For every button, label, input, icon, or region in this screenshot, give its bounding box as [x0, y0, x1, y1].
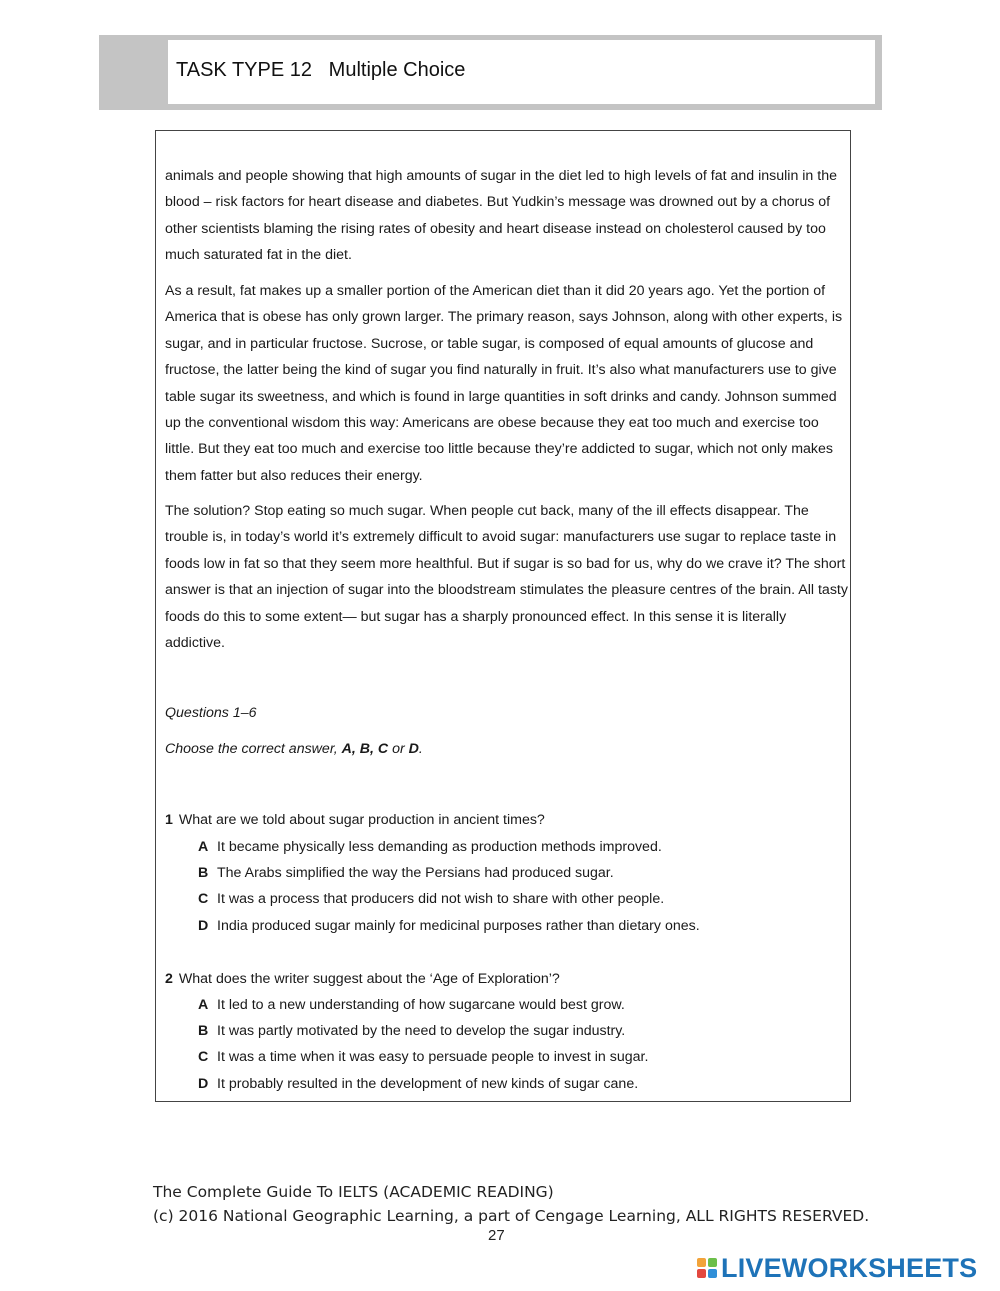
option-text: It was a process that producers did not wish to share with other people. [217, 891, 665, 907]
option-text: India produced sugar mainly for medicinal purposes rather than dietary ones. [217, 918, 700, 934]
mark-square [697, 1269, 706, 1278]
option-letter: B [198, 865, 209, 881]
option-letter: A [198, 839, 209, 855]
liveworksheets-mark-icon [697, 1258, 717, 1278]
passage-paragraph-3: The solution? Stop eating so much sugar. When people cut back, many of the ill effects disappear. The trouble is, in today’s world it’s extremely difficult to avoid sugar: manufacturers use sugar to replace taste in foods low in fat so that they seem more healthful. But if sugar is so bad for us, why do we crave it? The short answer is that an injection of sugar into the bloodstream stimulates the pleasure centres of the brain. All tasty foods do this to some extent— but sugar has a sharply pronounced effect. In this sense it is literally addictive. [165, 503, 848, 652]
question-2-option-c[interactable] [198, 1049, 648, 1065]
instruction-prefix: Choose the correct answer, [165, 741, 342, 757]
option-letter: D [198, 918, 209, 934]
instruction-or: or [388, 741, 409, 757]
question-2 [165, 971, 560, 987]
question-text: What does the writer suggest about the ‘Age of Exploration’? [178, 971, 560, 987]
question-2-option-a[interactable] [198, 997, 625, 1013]
liveworksheets-logo [697, 1253, 977, 1283]
footer-book-title: The Complete Guide To IELTS (ACADEMIC READING) [153, 1183, 554, 1201]
option-letter: B [198, 1023, 209, 1039]
option-text: It was partly motivated by the need to develop the sugar industry. [217, 1023, 626, 1039]
question-1-option-c[interactable] [198, 891, 664, 907]
mark-square [708, 1258, 717, 1267]
passage-paragraph-2: As a result, fat makes up a smaller portion of the American diet than it did 20 years ago. Yet the portion of America that is obese has only grown larger. The primary reason, says Johnson, along with other experts, is sugar, and in particular fructose. Sucrose, or table sugar, is composed of equal amounts of glucose and fructose, the latter being the kind of sugar you find naturally in fruit. It’s also what manufacturers use to give table sugar its sweetness, and which is found in large quantities in soft drinks and candy. Johnson summed up the conventional wisdom this way: Americans are obese because they eat too much and exercise too little. But they eat too much and exercise too little because they’re addicted to sugar, which not only makes them fatter but also reduces their energy. [165, 283, 843, 484]
option-text: The Arabs simplified the way the Persians had produced sugar. [217, 865, 614, 881]
question-1-option-a[interactable] [198, 839, 662, 855]
page-title: TASK TYPE 12 Multiple Choice [176, 59, 466, 81]
option-letter: D [198, 1076, 209, 1092]
questions-instruction [165, 741, 423, 757]
question-1-option-d[interactable] [198, 918, 700, 934]
instruction-letters: A, B, C [341, 741, 389, 757]
option-text: It became physically less demanding as production methods improved. [217, 839, 662, 855]
questions-range: Questions 1–6 [165, 705, 257, 721]
question-2-option-b[interactable] [198, 1023, 625, 1039]
instruction-end: . [418, 741, 423, 757]
question-text: What are we told about sugar production in ancient times? [178, 812, 545, 828]
passage-paragraph-1: animals and people showing that high amounts of sugar in the diet led to high levels of fat and insulin in the blood – risk factors for heart disease and diabetes. But Yudkin’s message was drowned out by a chorus of other scientists blaming the rising rates of obesity and heart disease instead on cholesterol caused by too much saturated fat in the diet. [165, 168, 837, 264]
question-2-option-d[interactable] [198, 1076, 638, 1092]
page-number: 27 [488, 1227, 505, 1244]
footer-copyright: (c) 2016 National Geographic Learning, a part of Cengage Learning, ALL RIGHTS RESERVED. [153, 1207, 870, 1225]
question-number: 2 [165, 971, 173, 987]
option-text: It led to a new understanding of how sugarcane would best grow. [217, 997, 625, 1013]
option-letter: A [198, 997, 209, 1013]
option-letter: C [198, 891, 209, 907]
question-number: 1 [165, 812, 173, 828]
instruction-last-letter: D [408, 741, 419, 757]
question-1 [165, 812, 545, 828]
question-1-option-b[interactable] [198, 865, 614, 881]
mark-square [697, 1258, 706, 1267]
option-letter: C [198, 1049, 209, 1065]
option-text: It probably resulted in the development of new kinds of sugar cane. [217, 1076, 639, 1092]
option-text: It was a time when it was easy to persuade people to invest in sugar. [217, 1049, 649, 1065]
mark-square [708, 1269, 717, 1278]
liveworksheets-wordmark: LIVEWORKSHEETS [721, 1252, 978, 1283]
